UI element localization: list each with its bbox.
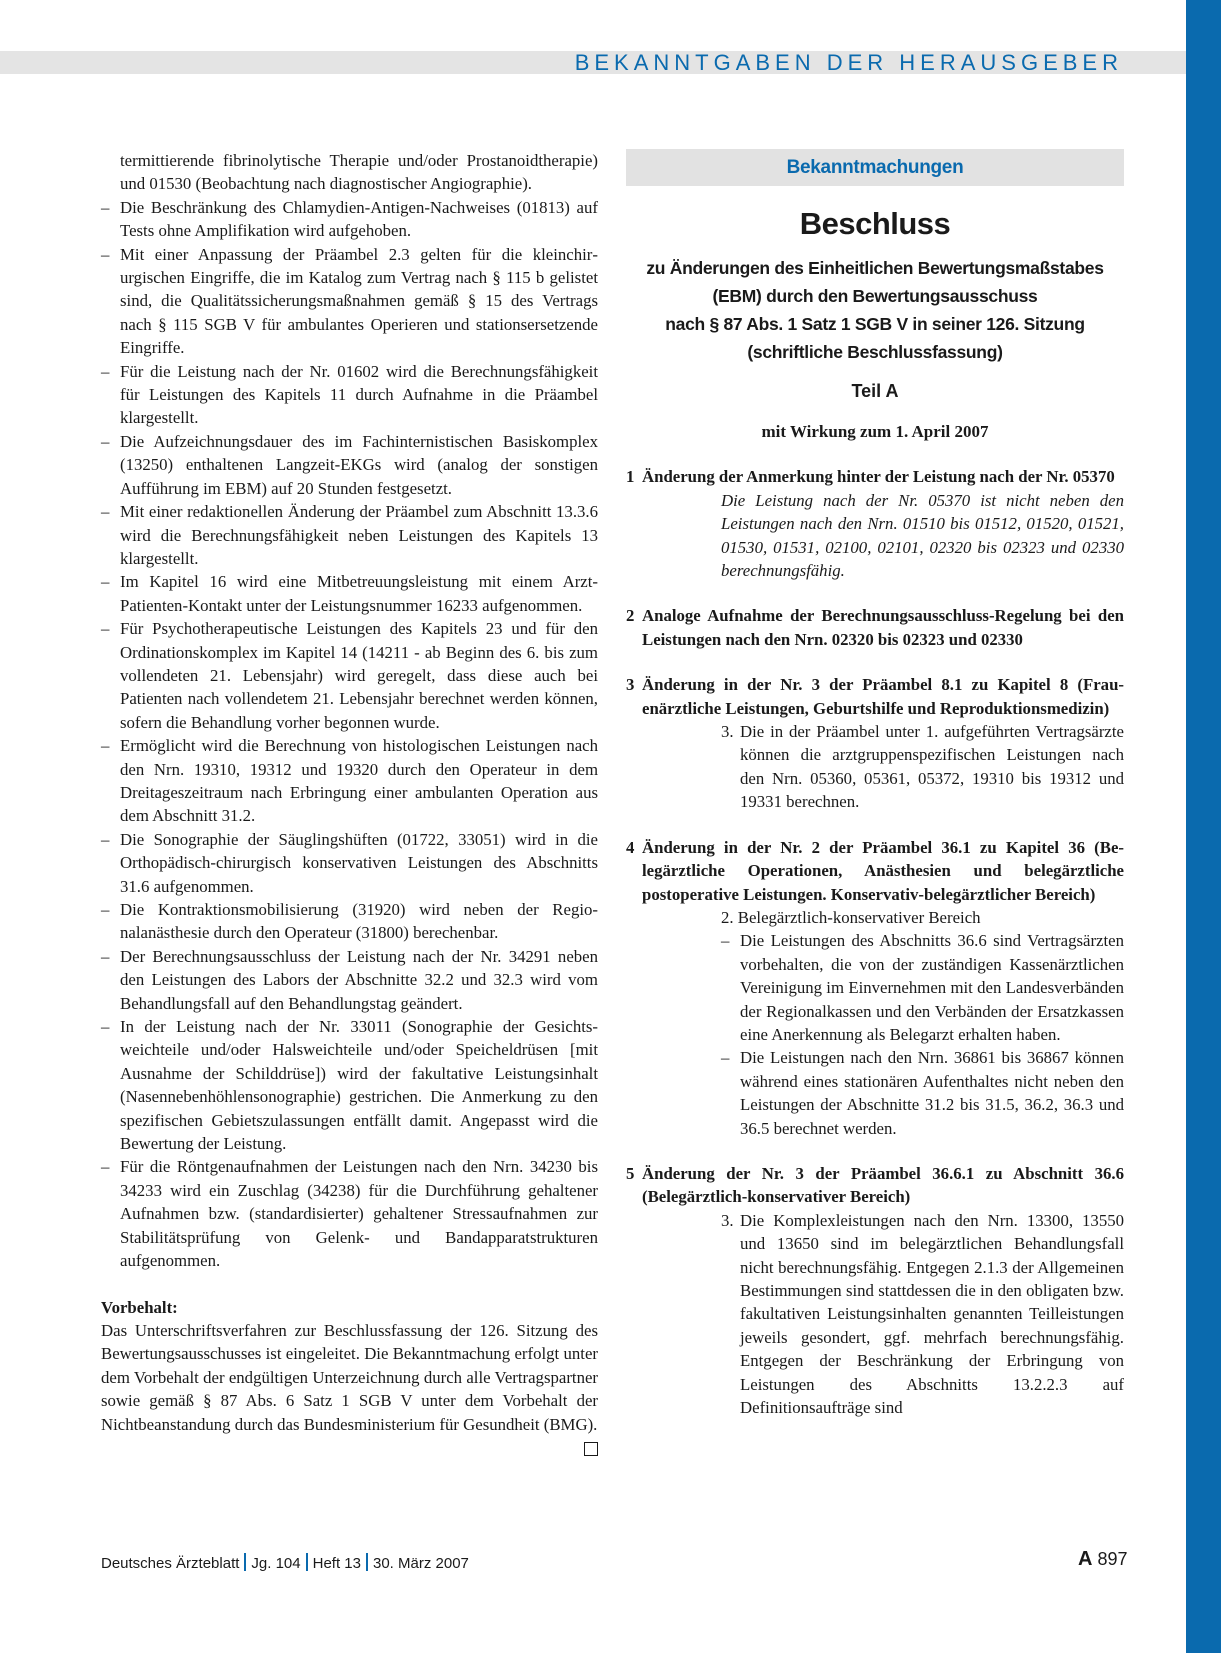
change-body xyxy=(721,906,1124,1140)
list-item: – Die Aufzeichnungsdauer des im Fachinternistischen Basiskomplex (13250) enthaltenen Langzeit-EKGs wird (analog der sonstigen Aufführung im EBM) auf 20 Stunden festgesetzt. xyxy=(101,430,598,500)
page-number xyxy=(1078,1548,1128,1571)
journal-date: 30. März 2007 xyxy=(373,1555,469,1572)
change-heading: 4 Änderung in der Nr. 2 der Präambel 36.1 zu Kapitel 36 (Belegärztliche Operationen, Anästhesien und belegärztliche postoperative Leistungen. Konservativ-belegärztlicher Bereich) xyxy=(626,837,1124,904)
change-4 xyxy=(626,836,1124,1140)
list-item: – Die Sonographie der Säuglingshüften (01722, 33051) wird in die Orthopädisch-chirurgisch konservativen Leistungen des Abschnitts 31.6 aufgenommen. xyxy=(101,828,598,898)
footer-separator xyxy=(366,1553,368,1571)
journal-volume: Jg. 104 xyxy=(251,1555,301,1572)
change-summary-list xyxy=(101,196,598,1273)
page-prefix: A xyxy=(1078,1548,1093,1570)
subtitle-line: (schriftliche Beschlussfassung) xyxy=(747,342,1003,362)
list-item: – Mit einer redaktionellen Änderung der Präambel zum Abschnitt 13.3.6 wird die Berechnungsfähigkeit neben Leistungen des Kapitels 13 klargestellt. xyxy=(101,500,598,570)
page-number-value: 897 xyxy=(1097,1549,1128,1569)
list-item: – Für Psychotherapeutische Leistungen des Kapitels 23 und für den Ordinationskomplex im Kapitel 14 (14211 - ab Beginn des 6. bis zum vollendeten 21. Lebensjahr) wird geregelt, dass diese auch bei Patienten nach vollendetem 21. Lebensjahr berechnet werden können, sofern die Behandlung vorher begonnen wurde. xyxy=(101,617,598,734)
section-bar-label: Bekanntmachungen xyxy=(626,149,1124,186)
header-section-title: BEKANNTGABEN DER HERAUSGEBER xyxy=(574,50,1123,75)
right-accent-bar xyxy=(1186,0,1221,1653)
list-item: – Die Kontraktionsmobilisierung (31920) wird neben der Regionalanästhesie durch den Operateur (31800) berechenbar. xyxy=(101,898,598,945)
change-heading: 3 Änderung in der Nr. 3 der Präambel 8.1 zu Kapitel 8 (Frauenärztliche Leistungen, Geburtshilfe und Reproduktionsmedizin) xyxy=(626,675,1124,718)
part-label: Teil A xyxy=(851,381,899,401)
footer-separator xyxy=(306,1553,308,1571)
change-paragraph: 3. Die in der Präambel unter 1. aufgeführten Vertragsärzte können die arztgruppenspezifischen Leistungen nach den Nrn. 05360, 05361, 05372, 19310 bis 19312 und 19331 berechnen. xyxy=(721,722,1124,812)
end-mark-icon xyxy=(584,1442,598,1456)
change-heading: 5 Änderung der Nr. 3 der Präambel 36.6.1 zu Abschnitt 36.6 (Belegärztlich-konservativer Bereich) xyxy=(626,1163,1124,1207)
list-item: – Für die Röntgenaufnahmen der Leistungen nach den Nrn. 34230 bis 34233 wird ein Zuschlag (34238) für die Durchführung gehaltener Aufnahmen bzw. (standardisierter) gehaltener Stressaufnahmen zur Stabilitätsprüfung von Gelenk- und Bandapparatstrukturen aufgenommen. xyxy=(101,1155,598,1272)
journal-name: Deutsches Ärzteblatt xyxy=(101,1555,240,1572)
list-item: – Im Kapitel 16 wird eine Mitbetreuungsleistung mit einem Arzt-Patienten-Kontakt unter der Leistungsnummer 16233 aufgenommen. xyxy=(101,570,598,617)
list-item: – In der Leistung nach der Nr. 33011 (Sonographie der Gesichtsweichteile und/oder Halsweichteile und/oder Speicheldrüsen [mit Ausnahme der Schilddrüse]) wird der fakultative Leistungsinhalt (Nasennebenhöhlensonographie) gestrichen. Die Anmerkung zu den spezifischen Gebietszulassungen entfällt damit. Angepasst wird die Bewertung der Leistung. xyxy=(101,1015,598,1155)
left-column xyxy=(101,149,598,1456)
right-column xyxy=(626,149,1124,1419)
list-item: – Mit einer Anpassung der Präambel 2.3 gelten für die kleinchirurgischen Eingriffe, die im Katalog zum Vertrag nach § 115 b gelistet sind, die Qualitätssicherungsmaßnahmen gemäß § 15 des Vertrags nach § 115 SGB V für ambulantes Operieren und stationsersetzende Eingriffe. xyxy=(101,243,598,360)
reservation-text: Das Unterschriftsverfahren zur Beschlussfassung der 126. Sitzung des Bewertungsausschusses ist eingeleitet. Die Bekanntmachung erfolgt unter dem Vorbehalt der endgültigen Unterzeichnung durch alle Vertragspartner sowie gemäß § 87 Abs. 6 Satz 1 SGB V unter dem Vorbehalt der Nichtbeanstandung durch das Bundesministerium für Gesundheit (BMG). xyxy=(101,1319,598,1436)
list-item: – Der Berechnungsausschluss der Leistung nach der Nr. 34291 neben den Leistungen des Labors der Abschnitte 32.2 und 32.3 wird vom Behandlungsfall auf den Behandlungstag geändert. xyxy=(101,945,598,1015)
change-quote: Die Leistung nach der Nr. 05370 ist nicht neben den Leistungen nach den Nrn. 01510 bis 01512, 01520, 01521, 01530, 01531, 02100, 02101, 02320 bis 02323 und 02330 berechnungsfähig. xyxy=(721,490,1124,581)
change-bullet-list xyxy=(721,929,1124,1140)
change-heading: 2 Analoge Aufnahme der Berechnungsausschluss-Regelung bei den Leistungen nach den Nrn. 02320 bis 02323 und 02330 xyxy=(626,606,1124,649)
page-title: Beschluss xyxy=(799,206,951,241)
list-item: – Die Beschränkung des Chlamydien-Antigen-Nachweises (01813) auf Tests ohne Amplifikation wird aufgehoben. xyxy=(101,196,598,243)
reservation-title: Vorbehalt: xyxy=(101,1297,178,1317)
subtitle-line: zu Änderungen des Einheitlichen Bewertungsmaßstabes xyxy=(646,258,1104,278)
change-3 xyxy=(626,673,1124,813)
subtitle-line: (EBM) durch den Bewertungsausschuss xyxy=(712,286,1038,306)
list-item: – Die Leistungen des Abschnitts 36.6 sind Vertragsärzten vorbehalten, die von der zuständigen Kassenärztlichen Vereinigung im Einvernehmen mit den Landesverbänden der Regionalkassen und den Verbänden der Ersatzkassen eine Anerkennung als Belegarzt erhalten haben. xyxy=(721,929,1124,1046)
journal-issue: Heft 13 xyxy=(312,1555,361,1572)
list-item: – Die Leistungen nach den Nrn. 36861 bis 36867 können während eines stationären Aufenthaltes nicht neben den Leistungen der Abschnitte 31.2 bis 31.5, 36.2, 36.3 und 36.5 berechnet werden. xyxy=(721,1046,1124,1140)
reservation-block xyxy=(101,1296,598,1436)
subtitle-line: nach § 87 Abs. 1 Satz 1 SGB V in seiner 126. Sitzung xyxy=(665,314,1085,334)
list-item: – Für die Leistung nach der Nr. 01602 wird die Berechnungsfähigkeit für Leistungen des Kapitels 11 durch Aufnahme in die Präambel klargestellt. xyxy=(101,360,598,430)
continued-paragraph: termittierende fibrinolytische Therapie und/oder Prostanoidtherapie) und 01530 (Beobachtung nach diagnostischer Angiographie). xyxy=(120,151,598,194)
footer-citation xyxy=(101,1553,469,1572)
footer-separator xyxy=(244,1553,246,1571)
change-paragraph: 3. Die Komplexleistungen nach den Nrn. 13300, 13550 und 13650 sind im belegärztlichen Behandlungsfall nicht berechnungsfähig. Entgegen 2.1.3 der Allgemeinen Bestimmungen sind stattdessen die in den obligaten bzw. fakultativen Leistungsinhalten genannten Teilleistungen jeweils gesondert, ggf. mehrfach berechnungsfähig. Entgegen der Beschränkung der Erbringung von Leistungen des Abschnitts 13.2.2.3 auf Definitionsaufträge sind xyxy=(721,1210,1124,1418)
change-5 xyxy=(626,1162,1124,1419)
change-subheading: 2. Belegärztlich-konservativer Bereich xyxy=(721,907,981,927)
effective-date: mit Wirkung zum 1. April 2007 xyxy=(761,422,989,441)
list-item: – Ermöglicht wird die Berechnung von histologischen Leistungen nach den Nrn. 19310, 19312 und 19320 durch den Operateur in dem Dreitageszeitraum nach Erbringung einer ambulanten Operation aus dem Abschnitt 31.2. xyxy=(101,734,598,828)
change-2 xyxy=(626,604,1124,651)
change-1 xyxy=(626,465,1124,582)
change-heading: 1 Änderung der Anmerkung hinter der Leistung nach der Nr. 05370 xyxy=(626,467,1115,487)
